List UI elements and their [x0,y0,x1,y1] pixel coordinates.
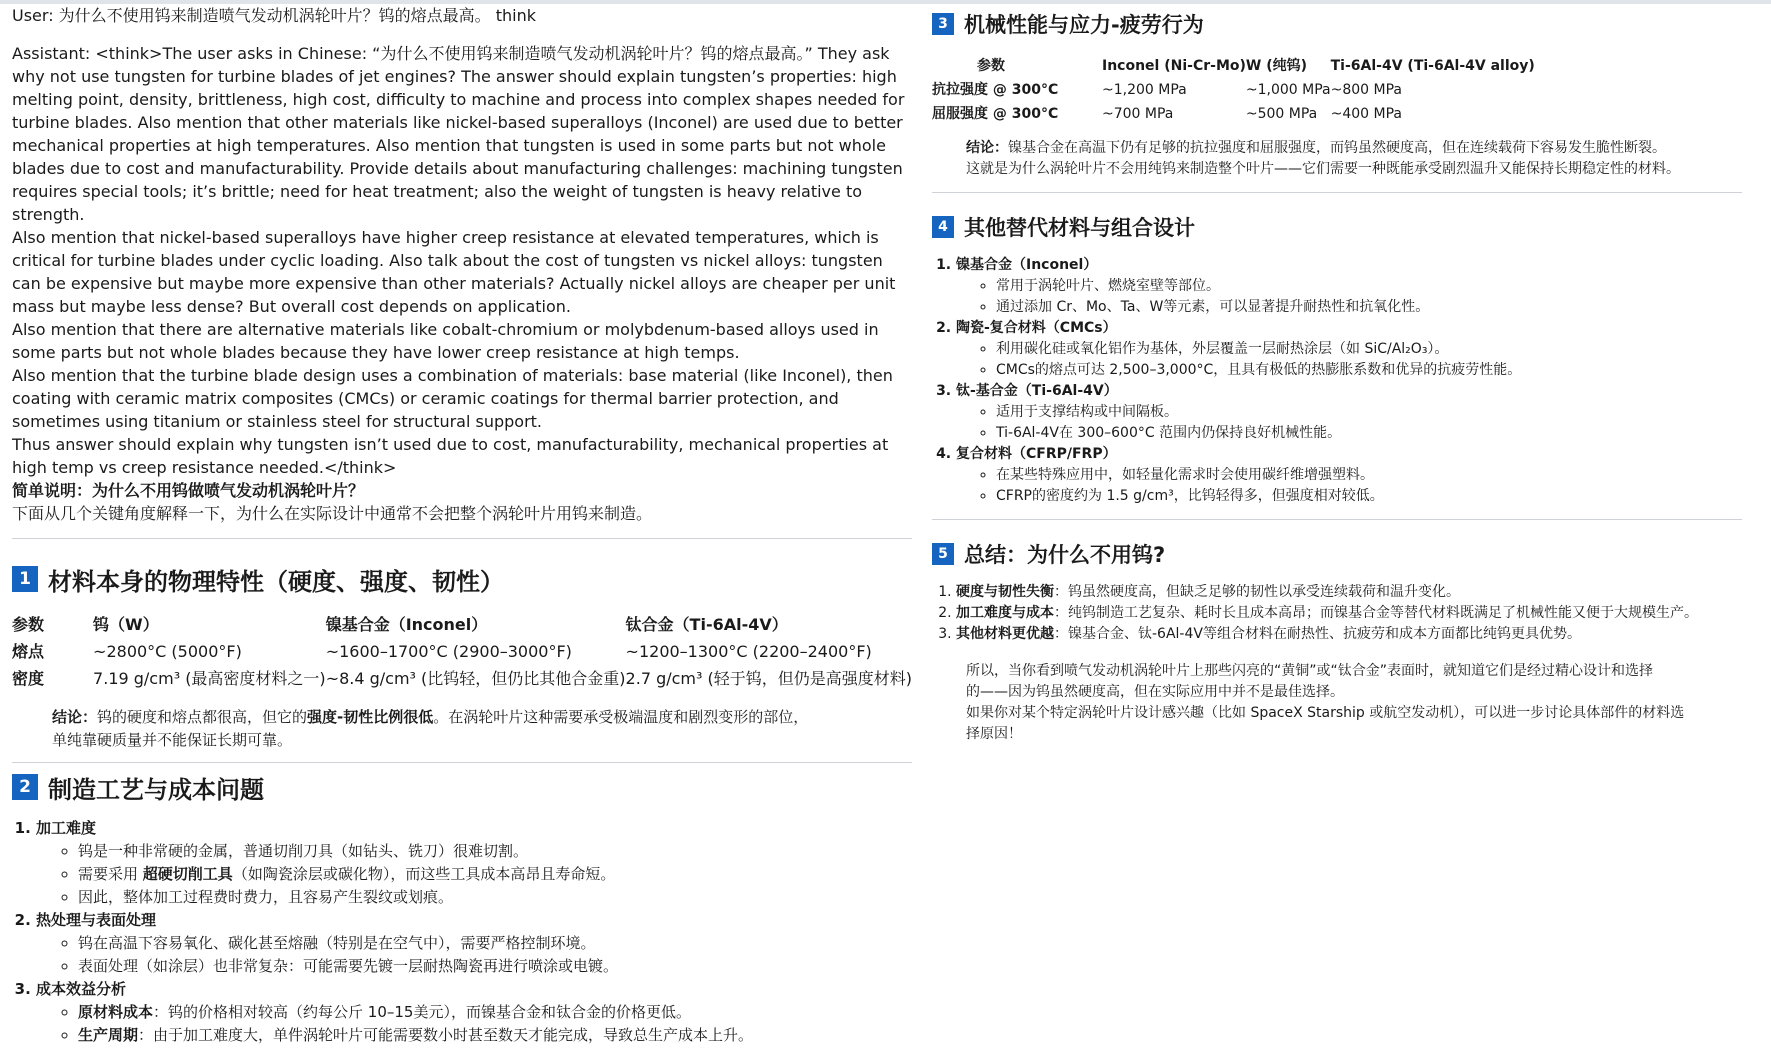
table-cell: ~1200–1300°C (2200–2400°F) [625,642,872,661]
table-row [932,102,1535,126]
table-row [932,78,1535,102]
conclusion-text: 单纯靠硬质量并不能保证长期可靠。 [52,731,293,749]
list-item [956,255,1742,318]
section-title: 其他替代材料与组合设计 [964,216,1195,240]
properties-table [12,611,912,692]
list-subitem: ◦ 适用于支撑结构或中间隔板。 [996,402,1742,423]
list-item [956,444,1742,507]
conclusion-text: 。在涡轮叶片这种需要承受极端温度和剧烈变形的部位， [433,708,809,726]
conclusion-label: 结论： [966,140,1008,156]
table-cell: ~700 MPa [1102,106,1174,122]
table-header: Ti-6Al-4V (Ti-6Al-4V alloy) [1330,58,1535,74]
list-subitem: ◦ 表面处理（如涂层）也非常复杂：可能需要先镀一层耐热陶瓷再进行喷涂或电镀。 [78,955,912,978]
left-column [12,4,912,1047]
list-item [956,381,1742,444]
closing-text: 所以，当你看到喷气发动机涡轮叶片上那些闪亮的“黄铜”或“钛合金”表面时，就知道它们是经过精心设计和选择 [966,663,1654,679]
table-header: Inconel (Ni-Cr-Mo) [1102,58,1246,74]
mechanical-table [932,54,1535,126]
table-cell: ~400 MPa [1330,106,1402,122]
table-cell: 屈服强度 @ 300°C [932,106,1059,122]
section-title: 机械性能与应力-疲劳行为 [964,13,1204,37]
table-cell: 2.7 g/cm³ (轻于钨，但仍是高强度材料) [625,669,912,688]
table-cell: 7.19 g/cm³ (最高密度材料之一) [93,669,326,688]
conclusion-text: 镍基合金在高温下仍有足够的抗拉强度和屈服强度，而钨虽然硬度高，但在连续载荷下容易发生脆性断裂。 [1008,140,1666,156]
alternatives-list [932,255,1742,507]
conclusion-text: 钨的硬度和熔点都很高，但它的 [97,708,308,726]
list-item: 1. 硬度与韧性失衡：钨虽然硬度高，但缺乏足够的韧性以承受连续载荷和温升变化。 [956,582,1742,603]
assistant-message [12,42,912,479]
section-1-heading [12,559,912,599]
table-row [12,665,912,692]
list-subitem: ◦ 因此，整体加工过程费时费力，且容易产生裂纹或划痕。 [78,886,912,909]
table-cell: 熔点 [12,642,45,661]
closing-paragraph [932,661,1742,745]
table-cell: ~1,200 MPa [1102,82,1187,98]
table-header-row [12,611,912,638]
list-subitem: ◦ CFRP的密度约为 1.5 g/cm³，比钨轻得多，但强度相对较低。 [996,486,1742,507]
assistant-paragraph: Also mention that nickel-based superalloys have higher creep resistance at elevated temperatures, which is critical for turbine blades under cyclic loading. Also talk about the cost of tungsten vs nickel alloys: tungsten can be expensive but maybe more expensive than other materials? Actually nickel alloys are cheaper per unit mass but maybe less dense? But overall cost depends on application. [12,228,901,316]
table-cell: ~1600–1700°C (2900–3000°F) [325,642,572,661]
list-subitem: ◦ 常用于涡轮叶片、燃烧室壁等部位。 [996,276,1742,297]
conclusion-label: 结论： [52,708,98,726]
user-message: User: 为什么不使用钨来制造喷气发动机涡轮叶片？钨的熔点最高。 think [12,6,537,25]
conclusion-text: 这就是为什么涡轮叶片不会用纯钨来制造整个叶片——它们需要一种既能承受剧烈温升又能保持长期稳定性的材料。 [966,161,1680,177]
list-item: 3. 其他材料更优越：镍基合金、钛-6Al-4V等组合材料在耐热性、抗疲劳和成本方面都比纯钨更具优势。 [956,624,1742,645]
table-header: W (纯钨) [1245,58,1308,74]
conclusion-emphasis: 强度-韧性比例很低 [307,708,434,726]
section-1-conclusion [12,706,912,752]
section-title: 总结：为什么不用钨? [964,543,1166,567]
list-item [36,978,912,1047]
table-cell: ~500 MPa [1245,106,1318,122]
list-item [36,817,912,909]
section-4-heading [932,209,1742,245]
list-subitem: ◦ 在某些特殊应用中，如轻量化需求时会使用碳纤维增强塑料。 [996,465,1742,486]
table-cell: 抗拉强度 @ 300°C [932,82,1059,98]
list-item-title: 镍基合金（Inconel） [956,257,1098,273]
summary-list [932,582,1742,645]
list-item-title: 陶瓷-复合材料（CMCs） [956,320,1117,336]
list-item: 2. 加工难度与成本：纯钨制造工艺复杂、耗时长且成本高昂；而镍基合金等替代材料既满足了机械性能又便于大规模生产。 [956,603,1742,624]
list-item [36,909,912,978]
table-header: 参数 [12,615,45,634]
table-header: 参数 [977,58,1005,74]
summary-title: 简单说明：为什么不用钨做喷气发动机涡轮叶片？ [12,481,365,500]
list-subitem: ◦ Ti-6Al-4V在 300–600°C 范围内仍保持良好机械性能。 [996,423,1742,444]
list-item-title: 加工难度 [36,819,97,837]
list-subitem: ◦ 钨在高温下容易氧化、碳化甚至熔融（特别是在空气中），需要严格控制环境。 [78,932,912,955]
summary-intro: 下面从几个关键角度解释一下，为什么在实际设计中通常不会把整个涡轮叶片用钨来制造。 [12,504,653,523]
list-item-title: 钛-基合金（Ti-6Al-4V） [956,383,1118,399]
list-item-title: 热处理与表面处理 [36,911,157,929]
assistant-paragraph: Also mention that there are alternative materials like cobalt-chromium or molybdenum-based alloys used in some parts but not whole blades because they have lower creep resistance at high temps. [12,320,884,362]
table-header: 镍基合金（Inconel） [325,615,488,634]
list-subitem: ◦ 生产周期：由于加工难度大，单件涡轮叶片可能需要数小时甚至数天才能完成，导致总生产成本上升。 [78,1024,912,1047]
closing-text: 如果你对某个特定涡轮叶片设计感兴趣（比如 SpaceX Starship 或航空发动机），可以进一步讨论具体部件的材料选 [966,705,1685,721]
section-number-badge: 4 [932,216,954,238]
table-cell: ~800 MPa [1330,82,1402,98]
closing-text: 的——因为钨虽然硬度高，但在实际应用中并不是最佳选择。 [966,684,1344,700]
table-cell: ~8.4 g/cm³ (比钨轻，但仍比其他合金重) [325,669,626,688]
assistant-paragraph: Thus answer should explain why tungsten isn’t used due to cost, manufacturability, mechanical properties at high temp vs creep resistance needed.</think> [12,435,894,477]
section-3-heading [932,6,1742,42]
right-column [932,4,1742,745]
list-item [956,318,1742,381]
list-subitem: ◦ 原材料成本：钨的价格相对较高（约每公斤 10–15美元），而镍基合金和钛合金的价格更低。 [78,1001,912,1024]
table-cell: 密度 [12,669,45,688]
list-subitem: ◦ CMCs的熔点可达 2,500–3,000°C，且具有极低的热膨胀系数和优异的抗疲劳性能。 [996,360,1742,381]
table-row [12,638,912,665]
assistant-paragraph: Also mention that the turbine blade design uses a combination of materials: base material (like Inconel), then coating with ceramic matrix composites (CMCs) or ceramic coatings for thermal barrier protection, and sometimes using titanium or stainless steel for structural support. [12,366,898,431]
section-number-badge: 2 [12,774,38,800]
section-5-heading [932,536,1742,572]
list-item-title: 复合材料（CFRP/FRP） [956,446,1117,462]
section-number-badge: 1 [12,566,38,592]
section-title: 制造工艺与成本问题 [48,775,264,804]
section-3-conclusion [932,138,1742,180]
list-subitem: ◦ 通过添加 Cr、Mo、Ta、W等元素，可以显著提升耐热性和抗氧化性。 [996,297,1742,318]
section-number-badge: 5 [932,543,954,565]
section-title: 材料本身的物理特性（硬度、强度、韧性） [48,567,504,596]
manufacturing-list [12,817,912,1047]
list-subitem: ◦ 利用碳化硅或氧化铝作为基体，外层覆盖一层耐热涂层（如 SiC/Al₂O₃）。 [996,339,1742,360]
list-subitem: ◦ 钨是一种非常硬的金属，普通切削刀具（如钻头、铣刀）很难切割。 [78,840,912,863]
list-subitem: ◦ 需要采用 超硬切削工具（如陶瓷涂层或碳化物），而这些工具成本高昂且寿命短。 [78,863,912,886]
table-cell: ~1,000 MPa [1245,82,1331,98]
section-2-heading [12,767,912,807]
table-header-row [932,54,1535,78]
table-header: 钛合金（Ti-6Al-4V） [625,615,788,634]
section-number-badge: 3 [932,13,954,35]
table-cell: ~2800°C (5000°F) [93,642,242,661]
closing-text: 择原因！ [966,726,1022,742]
table-header: 钨（W） [93,615,159,634]
assistant-paragraph: Assistant: <think>The user asks in Chinese: “为什么不使用钨来制造喷气发动机涡轮叶片？钨的熔点最高。” They ask why not use tungsten for turbine blades of jet engines? The answer should explain tungsten’s properties: high melting point, density, brittleness, high cost, difficulty to machine and process into complex shapes needed for turbine blades. Also mention that other materials like nickel-based superalloys (Inconel) are used due to better mechanical properties at high temperatures. Also mention that tungsten is used in some parts but not whole blades due to cost and manufacturability. Provide details about manufacturing challenges: machining tungsten requires special tools; it’s brittle; need for heat treatment; also the weight of tungsten is heavy relative to strength. [12,44,910,224]
list-item-title: 成本效益分析 [36,980,127,998]
